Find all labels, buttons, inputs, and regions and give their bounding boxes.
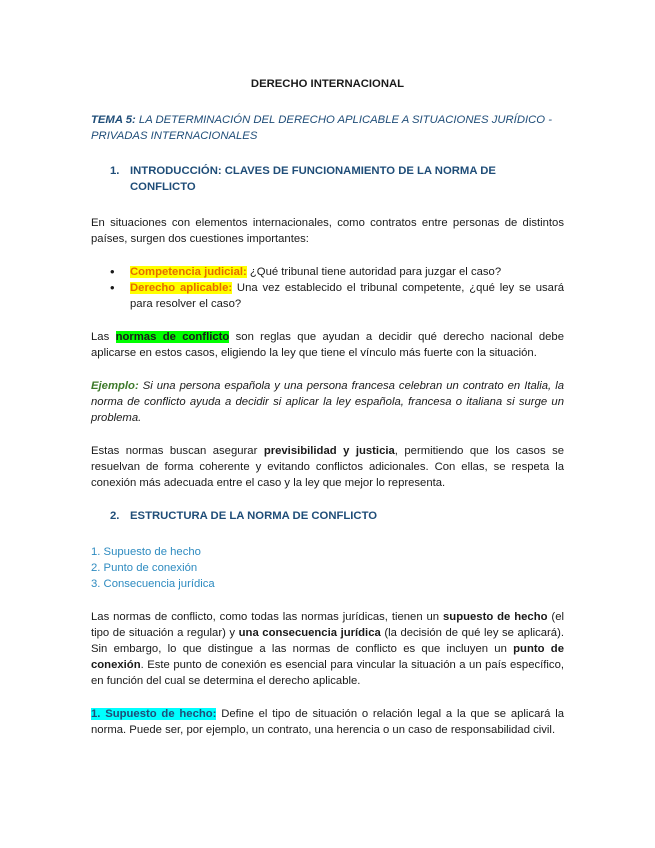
document-title: DERECHO INTERNACIONAL xyxy=(250,78,405,90)
list-item: 3. Consecuencia jurídica xyxy=(91,578,215,590)
document-page xyxy=(91,66,564,755)
section-1-heading xyxy=(91,163,564,195)
list-item: 2. Punto de conexión xyxy=(91,562,198,574)
highlighted-term: Competencia judicial: xyxy=(130,266,247,278)
list-item xyxy=(130,264,564,280)
issues-list xyxy=(91,264,564,312)
section-1-title: INTRODUCCIÓN: CLAVES DE FUNCIONAMIENTO DE LA NORMA DE CONFLICTO xyxy=(130,165,496,193)
highlighted-term: 1. Supuesto de hecho: xyxy=(91,708,217,720)
normas-paragraph xyxy=(91,329,564,361)
highlighted-term: Derecho aplicable: xyxy=(130,282,233,294)
list-item xyxy=(130,280,564,312)
section-2-heading xyxy=(91,508,564,524)
example-paragraph xyxy=(91,378,564,426)
list-item: 1. Supuesto de hecho xyxy=(91,546,201,558)
section-2-title: ESTRUCTURA DE LA NORMA DE CONFLICTO xyxy=(130,510,378,522)
paragraph-text: , permitiendo que los casos se resuelvan de forma coherente y evitando conflictos adicionales. Con ellas, se respeta la conexión más adecuada entre el caso y la ley que mejor lo representa. xyxy=(91,445,565,489)
list-item-text: Una vez establecido el tribunal competente, ¿qué ley se usará para resolver el caso? xyxy=(130,282,564,310)
paragraph-text: Estas normas buscan asegurar xyxy=(91,445,264,457)
bold-term: punto de conexión xyxy=(91,643,564,671)
intro-paragraph: En situaciones con elementos internacionales, como contratos entre personas de distintos países, surgen dos cuestiones importantes: xyxy=(91,217,564,245)
topic-label: TEMA 5: xyxy=(91,114,136,126)
section-2-number: 2. xyxy=(110,510,120,522)
list-item-text: ¿Qué tribunal tiene autoridad para juzgar el caso? xyxy=(246,266,502,278)
bold-term: previsibilidad y justicia xyxy=(263,445,395,457)
paragraph-text: (el tipo de situación a regular) y xyxy=(91,611,564,639)
paragraph-text: (la decisión de qué ley se aplicará). Sin embargo, lo que distingue a las normas de conflicto es que incluyen un xyxy=(91,627,564,655)
bold-term: una consecuencia jurídica xyxy=(238,627,381,639)
paragraph-text: . Este punto de conexión es esencial para vincular la situación a un país específico, en función del cual se determina el derecho aplicable. xyxy=(91,659,564,687)
bold-term: supuesto de hecho xyxy=(443,611,548,623)
topic-text: LA DETERMINACIÓN DEL DERECHO APLICABLE A SITUACIONES JURÍDICO - PRIVADAS INTERNACIONALES xyxy=(91,114,552,142)
supuesto-paragraph xyxy=(91,706,564,738)
paragraph-text: Define el tipo de situación o relación legal a la que se aplicará la norma. Puede ser, por ejemplo, un contrato, una herencia o un caso de responsabilidad civil. xyxy=(91,708,564,736)
paragraph-text: son reglas que ayudan a decidir qué derecho nacional debe aplicarse en estos casos, eligiendo la ley que tiene el vínculo más fuerte con la situación. xyxy=(91,331,564,359)
topic-heading xyxy=(91,112,564,144)
example-label: Ejemplo: xyxy=(91,380,139,392)
paragraph-text: Las xyxy=(91,331,116,343)
example-text: Si una persona española y una persona francesa celebran un contrato en Italia, la norma de conflicto ayuda a decidir si aplicar la ley española, francesa o italiana si surge un problema. xyxy=(91,380,564,424)
paragraph-text: Las normas de conflicto, como todas las normas jurídicas, tienen un xyxy=(91,611,444,623)
highlighted-term: normas de conflicto xyxy=(115,331,230,343)
structure-paragraph xyxy=(91,609,564,689)
objective-paragraph xyxy=(91,443,564,491)
section-1-number: 1. xyxy=(110,165,120,177)
structure-list xyxy=(91,544,564,592)
